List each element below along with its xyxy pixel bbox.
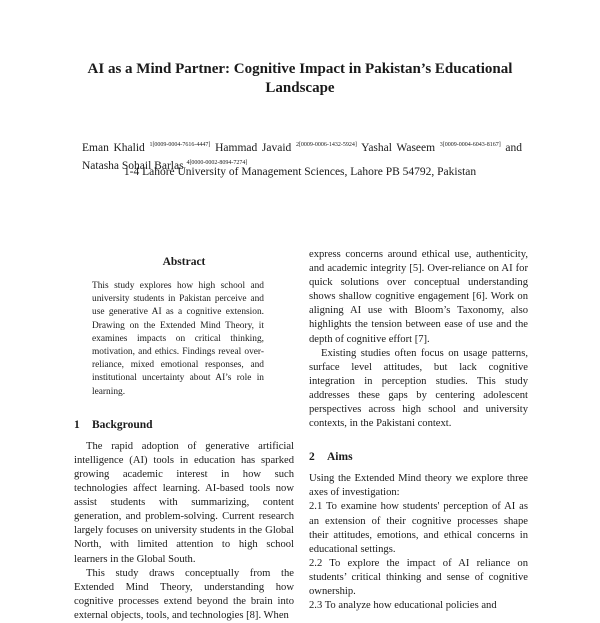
abstract-text: This study explores how high school and university students in Pakistan perceive and use generative AI as a cognitive extension. Drawing on the Extended Mind Theory, it examines impacts on critical thinking, motivation, and ethics. Findings reveal over-reliance, mixed emotional responses, and institutional uncertainty about AI’s role in learning. (92, 281, 264, 397)
abstract-heading: Abstract (162, 256, 206, 268)
section-title: Background (92, 418, 153, 431)
aims-list-item: 2.2 To explore the impact of AI reliance on students’ critical thinking and sense of cognitive ownership. (309, 557, 528, 597)
author-id: 2[0009-0006-1432-5924] (295, 142, 357, 148)
background-paragraph: The rapid adoption of generative artificial intelligence (AI) tools in education has sparked growing academic interest in how such technologies affect learning. AI-based tools now assist students with summarizing, content generation, and problem-solving. Current research largely focuses on university students in the Global North, with limited attention to high school learners in the Global South. (74, 440, 294, 565)
aims-list-item: 2.1 To examine how students' perception of AI as an extension of their cognitive processes shape their attitudes, emotions, and ethical concerns in educational settings. (309, 501, 528, 555)
aims-list (309, 500, 528, 613)
author-id: 4[0000-0002-8094-7274] (186, 160, 248, 166)
author-id: 1[0009-0004-7616-4447] (149, 142, 211, 148)
background-paragraph: This study draws conceptually from the Extended Mind Theory, understanding how cognitive processes extend beyond the brain into external objects, tools, and technologies [8]. When (74, 567, 294, 621)
aims-list-item: 2.3 To analyze how educational policies and (309, 600, 497, 612)
left-column (74, 250, 294, 623)
affiliation: 1-4 Lahore University of Management Sciences, Lahore PB 54792, Pakistan (123, 166, 477, 178)
author-name: Hammad Javaid (215, 142, 292, 154)
section-heading-aims (309, 451, 528, 463)
continuation-paragraph: Existing studies often focus on usage patterns, surface level attitudes, but lack cognitive integration in perception studies. This study addresses these gaps by centering adolescent perspectives across high school and university contexts, in the Pakistani context. (309, 347, 528, 430)
author-connector: and (505, 142, 522, 154)
aims-intro: Using the Extended Mind theory we explore three axes of investigation: (309, 473, 528, 499)
section-heading-background (74, 419, 294, 431)
author-name: Natasha Sohail Barlas (82, 160, 184, 172)
author-id: 3[0009-0004-6043-8167] (439, 142, 501, 148)
paper-title: AI as a Mind Partner: Cognitive Impact in Pakistan’s Educational Landscape (87, 61, 513, 96)
section-number: 2 (309, 451, 315, 464)
right-column (309, 248, 528, 613)
section-title: Aims (327, 451, 353, 464)
author-name: Eman Khalid (82, 142, 145, 154)
section-number: 1 (74, 418, 80, 431)
continuation-paragraph: express concerns around ethical use, authenticity, and academic integrity [5]. Over-reliance on AI for quick solutions over conceptual understanding shows shallow cognitive engagement [6]. Work on aligning AI use with Bloom’s Taxonomy, also highlights the tension between ease of use and the depth of cognitive effort [7]. (309, 249, 528, 345)
author-name: Yashal Waseem (361, 142, 436, 154)
